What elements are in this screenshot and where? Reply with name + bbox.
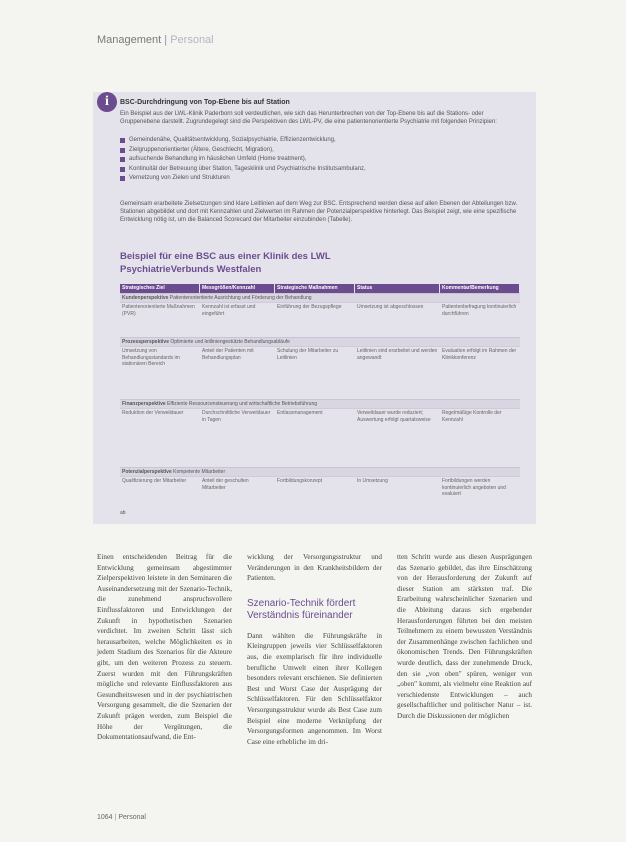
table-row <box>120 346 520 399</box>
page-footer <box>97 814 146 821</box>
column-header: Strategisches Ziel <box>120 284 200 293</box>
table-cell: Schulung der Mitarbeiter zu Leitlinien <box>277 348 339 361</box>
column-header: Messgrößen/Kennzahl <box>200 284 275 293</box>
column-header: Strategische Maßnahmen <box>275 284 355 293</box>
footer-section: Personal <box>118 814 146 821</box>
column-header: Kommentar/Bemerkung <box>440 284 520 293</box>
bullet-item: Vernetzung von Zielen und Strukturen <box>120 174 520 184</box>
perspective-row: Finanzperspektive Effiziente Ressourcensteuerung und wirtschaftliche Betriebsführung <box>120 399 520 408</box>
table-cell: Leitlinien sind erarbeitet und werden angewandt <box>357 348 438 361</box>
square-bullet-icon <box>120 148 125 153</box>
square-bullet-icon <box>120 167 125 172</box>
table-cell: Verweildauer wurde reduziert; Auswertung erfolgt quartalsweise <box>357 410 431 423</box>
page-number: 1064 <box>97 814 113 821</box>
header-section: Management <box>97 34 162 46</box>
perspective-row: Prozessperspektive Optimierte und leitliniengestützte Behandlungsabläufe <box>120 337 520 346</box>
table-cell: Umsetzung von Behandlungsstandards im stationären Bereich <box>122 348 180 367</box>
table-cell: Kennzahl ist erfasst und eingeführt <box>202 304 256 317</box>
square-bullet-icon <box>120 138 125 143</box>
info-box-title: BSC-Durchdringung von Top-Ebene bis auf Station <box>120 99 290 106</box>
section-heading: Szenario-Technik fördert Verständnis füreinander <box>247 597 356 622</box>
table-cell: Reduktion der Verweildauer <box>122 410 184 416</box>
table-cell: Durchschnittliche Verweildauer in Tagen <box>202 410 271 423</box>
article-column-1 <box>97 552 232 743</box>
table-cell: Anteil der geschulten Mitarbeiter <box>202 478 249 491</box>
article-column-3 <box>397 552 532 722</box>
table-cell: Fortbildungskonzept <box>277 478 323 484</box>
table-cell: Entlassmanagement <box>277 410 323 416</box>
table-cell: In Umsetzung <box>357 478 388 484</box>
table-cell: Patientenbefragung kontinuierlich durchführen <box>442 304 517 317</box>
perspective-row: Potenzialperspektive Kompetente Mitarbeiter <box>120 467 520 476</box>
table-header <box>120 284 520 293</box>
header-subsection: Personal <box>170 34 214 46</box>
square-bullet-icon <box>120 157 125 162</box>
table-cell: Regelmäßige Kontrolle der Kennzahl <box>442 410 502 423</box>
info-box-paragraph: Gemeinsam erarbeitete Zielsetzungen sind klare Leitlinien auf dem Weg zur BSC. Entsprechend werden diese auf allen Ebenen der Abteilungen bzw. Stationen abgebildet und dort mit Kennzahlen und Zielwerten im Rahmen der Potenzialperspektive hinterlegt. Das Beispiel zeigt, wie eine spezifische Entwicklung nötig ist, um die Balanced Scorecard der Mitarbeiter einzubinden (Tabelle). <box>120 201 518 223</box>
header-separator: | <box>164 34 168 46</box>
table-row <box>120 302 520 337</box>
table-cell: Umsetzung ist abgeschlossen <box>357 304 424 310</box>
perspective-row: Kundenperspektive Patientenorientierte Ausrichtung und Förderung der Behandlung <box>120 293 520 302</box>
article-paragraph: Einen entscheidenden Beitrag für die Entwicklung gemeinsam abgestimmter Zielperspektiven leistete in den Seminaren die Auseinandersetzung mit der Szenario-Technik, die zunehmend anspruchsvollere Einflussfaktoren und Entwicklungen der Zukunft in hypothetischen Szenarien verdichtet. Im zweiten Schritt lässt sich herausarbeiten, welche Möglichkeiten es in jedem Stadium des Szenarios für die Akteure gibt, um den weiteren Prozess zu steuern. Zuerst wurden mit den Führungskräften mögliche und relevante Einflussfaktoren aus Gesundheitswesen und in der psychiatrischen Versorgung gesammelt, die die Szenarien der Zukunft prägen werden, zum Beispiel die Höhe der Vergütungen, die Dokumentationsaufwand, die Ent- <box>97 553 232 742</box>
table-row <box>120 476 520 513</box>
table-cell: Anteil der Patienten mit Behandlungsplan <box>202 348 254 361</box>
table-footnote: ab <box>120 510 126 516</box>
info-icon: i <box>97 92 117 112</box>
example-title: Beispiel für eine BSC aus einer Klinik des LWL PsychiatrieVerbunds Westfalen <box>120 251 331 275</box>
table-cell: Evaluation erfolgt im Rahmen der Klinikkonferenz <box>442 348 517 361</box>
article-paragraph: tten Schritt wurde aus diesen Ausprägungen das Szenario gebildet, das ihre Einschätzung von der Herausforderung der Zukunft auf dieser Station am stärksten traf. Die Erarbeitung wahrscheinlicher Szenarien und die Ableitung daraus sich ergebender Herausforderungen führten bei den meisten Teilnehmern zu einem bewussten Verständnis der Zusammenhänge zwischen fachlichen und ökonomischen Trends. Den Führungskräften wurde deutlich, dass der zunehmende Druck, den sie „von oben" spüren, weniger von „oben" kommt, als vielmehr eine Reaktion auf verschiedenste Entwicklungen – auch gesellschaftlicher und politischer Natur – ist. Durch die Diskussionen der möglichen <box>397 553 532 720</box>
table-row <box>120 408 520 467</box>
article-paragraph: wicklung der Versorgungsstruktur und Veränderungen in den Krankheitsbildern der Patienten. <box>247 553 382 583</box>
bullet-item: Kontinuität der Betreuung über Station, Tagesklinik und Psychiatrische Institutsambulanz, <box>120 165 520 175</box>
table-cell: Qualifizierung der Mitarbeiter <box>122 478 187 484</box>
bullet-item: Gemeindenähe, Qualitätsentwicklung, Sozialpsychiatrie, Effizienzentwicklung, <box>120 136 520 146</box>
bullet-item: aufsuchende Behandlung im häuslichen Umfeld (Home treatment), <box>120 155 520 165</box>
article-paragraph: Dann wählten die Führungskräfte in Kleingruppen jeweils vier Schlüsselfaktoren aus, die exemplarisch für ihre individuelle berufliche Umwelt einen ihrer Kollegen besonders relevant erschienen. Sie definierten Best und Worst Case der Ausprägung der Schlüsselfaktoren. Für den Schlüsselfaktor Versorgungsstruktur wurde als Best Case zum Beispiel eine moderne Verknüpfung der Versorgungsformen angenommen. Im Worst Case eine erhebliche im dri- <box>247 631 382 746</box>
table-cell: Fortbildungen werden kontinuierlich angeboten und evaluiert <box>442 478 506 497</box>
column-header: Status <box>355 284 440 293</box>
footer-separator: | <box>114 814 117 821</box>
table-cell: Patientenorientierte Maßnahmen (PVR) <box>122 304 195 317</box>
table-cell: Einführung der Bezugspflege <box>277 304 342 310</box>
running-header <box>97 34 214 46</box>
article-column-2 <box>247 552 382 747</box>
bsc-table <box>120 284 520 513</box>
info-box-intro: Ein Beispiel aus der LWL-Klinik Paderborn soll verdeutlichen, wie sich das Herunterbrechen von der Top-Ebene bis auf die Stations- oder Gruppenebene darstellt. Zugrundegelegt sind die Perspektiven des LWL-PV, die eine patientenorientierte Psychiatrie mit folgenden Prinzipien: <box>120 111 497 125</box>
info-box-bullets <box>120 136 520 184</box>
bullet-item: Zielgruppenorientierter (Ältere, Geschlecht, Migration), <box>120 146 520 156</box>
square-bullet-icon <box>120 176 125 181</box>
